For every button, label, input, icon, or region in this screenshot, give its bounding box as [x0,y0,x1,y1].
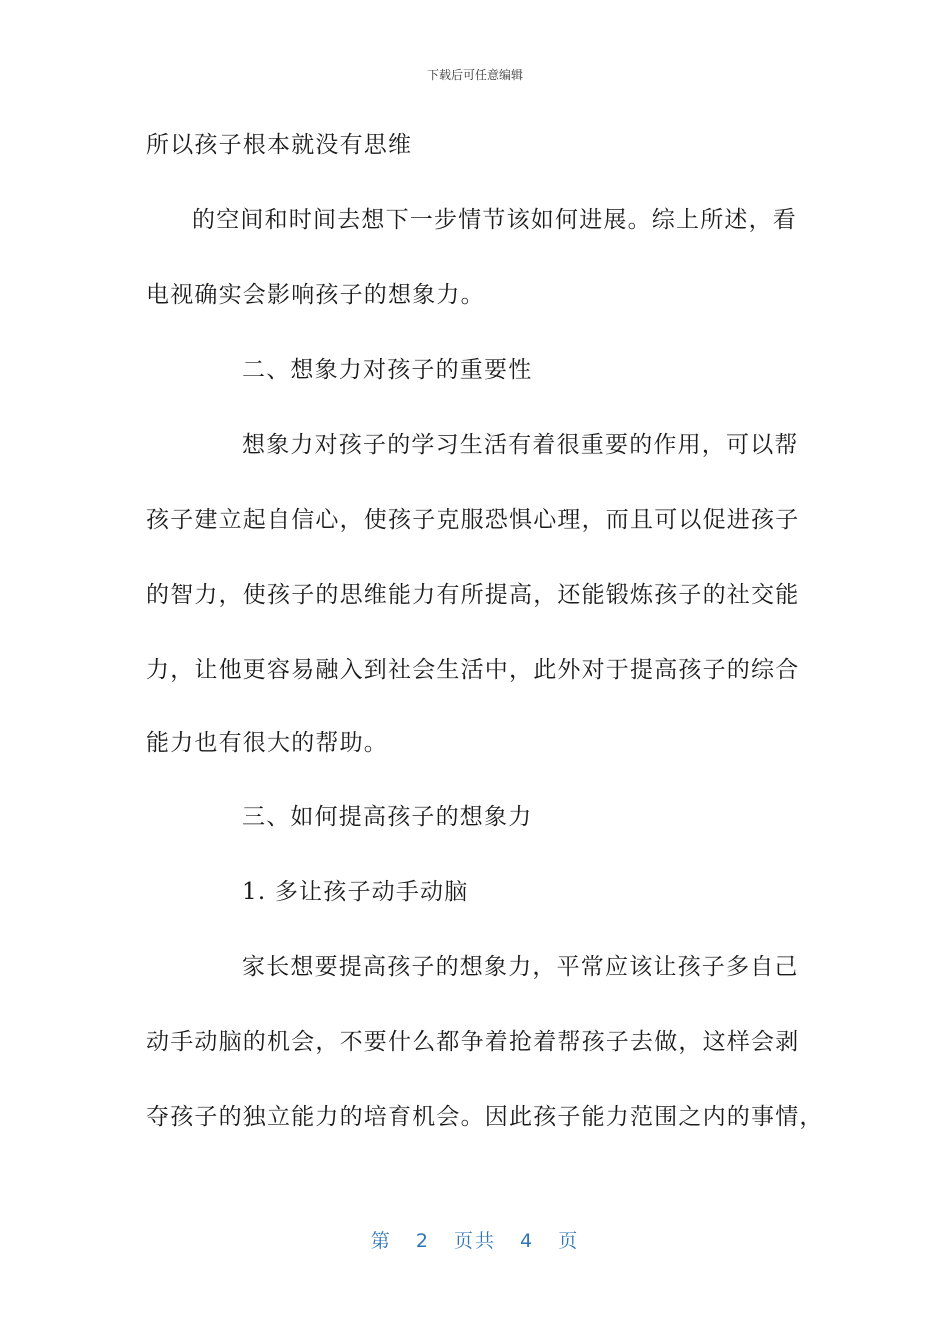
body-line: 的智力，使孩子的思维能力有所提高，还能锻炼孩子的社交能 [146,582,800,608]
body-line: 力，让他更容易融入到社会生活中，此外对于提高孩子的综合 [146,657,800,683]
body-line: 电视确实会影响孩子的想象力。 [146,282,485,308]
body-line: 能力也有很大的帮助。 [146,730,388,756]
page-current: 2 [415,1230,430,1252]
page-mid: 页共 [453,1230,496,1252]
body-line: 所以孩子根本就没有思维 [146,132,413,158]
body-line: 家长想要提高孩子的想象力，平常应该让孩子多自己 [242,954,799,980]
body-line: 动手动脑的机会，不要什么都争着抢着帮孩子去做，这样会剥 [146,1029,800,1055]
page-prefix: 第 [370,1230,392,1252]
page-suffix: 页 [558,1230,580,1252]
body-line: 孩子建立起自信心，使孩子克服恐惧心理，而且可以促进孩子 [146,507,800,533]
body-line: 夺孩子的独立能力的培育机会。因此孩子能力范围之内的事情， [146,1104,824,1130]
section-heading: 二、想象力对孩子的重要性 [242,357,533,383]
subsection-heading: 1. 多让孩子动手动脑 [242,879,469,905]
section-heading: 三、如何提高孩子的想象力 [242,804,533,830]
body-line: 的空间和时间去想下一步情节该如何进展。综上所述，看 [192,207,797,233]
header-note: 下载后可任意编辑 [426,68,523,82]
page-footer [0,1226,950,1253]
page-total: 4 [520,1230,535,1252]
body-line: 想象力对孩子的学习生活有着很重要的作用，可以帮 [242,432,799,458]
